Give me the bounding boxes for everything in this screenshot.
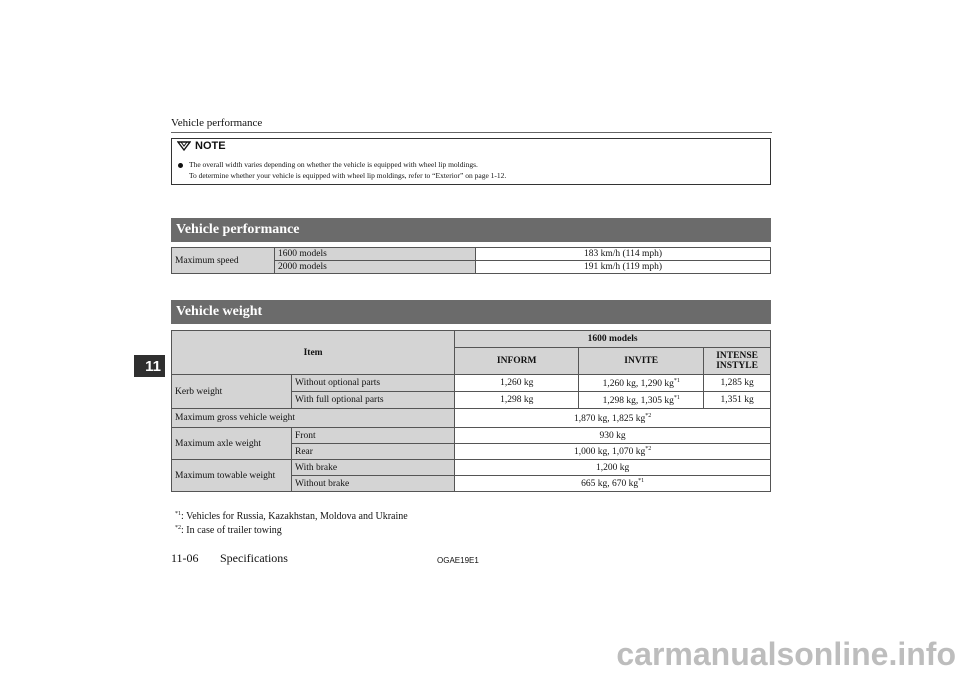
axle-front-value: 930 kg (455, 428, 771, 444)
item-header: Item (172, 331, 455, 375)
kerb-without-invite: 1,260 kg, 1,290 $kg^{*1}$ (579, 375, 704, 392)
col-inform: INFORM (455, 348, 579, 375)
note-line-2: To determine whether your vehicle is equipped with wheel lip moldings, refer to “Exterior” on page 1-12. (189, 171, 507, 180)
document-code: OGAE19E1 (437, 556, 479, 565)
page-number: 11-06 (171, 551, 199, 565)
axle-rear-label: Rear (292, 444, 455, 460)
bullet-icon (178, 163, 183, 168)
note-icon (177, 140, 191, 152)
section-title-performance: Vehicle performance (171, 218, 771, 242)
kerb-weight-label: Kerb weight (172, 375, 292, 409)
model-1600: 1600 models (275, 248, 476, 261)
kerb-with-label: With full optional parts (292, 392, 455, 409)
section-title-weight: Vehicle weight (171, 300, 771, 324)
max-speed-label: Maximum speed (172, 248, 275, 274)
kerb-without-intense: 1,285 kg (704, 375, 771, 392)
tow-with-brake-label: With brake (292, 460, 455, 476)
tow-with-brake-value: 1,200 kg (455, 460, 771, 476)
kerb-with-intense: 1,351 kg (704, 392, 771, 409)
kerb-with-inform: 1,298 kg (455, 392, 579, 409)
model-2000: 2000 models (275, 261, 476, 274)
col-invite: INVITE (579, 348, 704, 375)
gross-weight-label: Maximum gross vehicle weight (172, 409, 455, 428)
watermark: carmanualsonline.info (616, 636, 956, 672)
speed-1600: 183 km/h (114 mph) (476, 248, 771, 261)
gross-weight-value: 1,870 kg, 1,825 $kg^{*2}$ (455, 409, 771, 428)
group-header-1600: 1600 models (455, 331, 771, 348)
footer-section: Specifications (220, 551, 288, 565)
kerb-with-invite: 1,298 kg, 1,305 $kg^{*1}$ (579, 392, 704, 409)
axle-weight-label: Maximum axle weight (172, 428, 292, 460)
tow-without-brake-label: Without brake (292, 476, 455, 492)
performance-table (171, 247, 771, 274)
footnote-2: $^{*2}$: In case of trailer towing (175, 525, 282, 536)
kerb-without-inform: 1,260 kg (455, 375, 579, 392)
towable-weight-label: Maximum towable weight (172, 460, 292, 492)
note-label: NOTE (195, 140, 226, 152)
weight-table (171, 330, 771, 492)
tow-without-brake-value: 665 kg, 670 $kg^{*1}$ (455, 476, 771, 492)
header-rule (171, 132, 772, 133)
axle-front-label: Front (292, 428, 455, 444)
col-intense-instyle: INTENSE INSTYLE (704, 348, 771, 375)
speed-2000: 191 km/h (119 mph) (476, 261, 771, 274)
kerb-without-label: Without optional parts (292, 375, 455, 392)
axle-rear-value: 1,000 kg, 1,070 $kg^{*2}$ (455, 444, 771, 460)
footnote-1: $^{*1}$: Vehicles for Russia, Kazakhstan, Moldova and Ukraine (175, 511, 408, 522)
note-header (177, 140, 226, 152)
note-line-1: The overall width varies depending on whether the vehicle is equipped with wheel lip moldings. (178, 160, 478, 169)
running-head: Vehicle performance (171, 117, 263, 129)
chapter-tab: 11 (134, 355, 165, 377)
